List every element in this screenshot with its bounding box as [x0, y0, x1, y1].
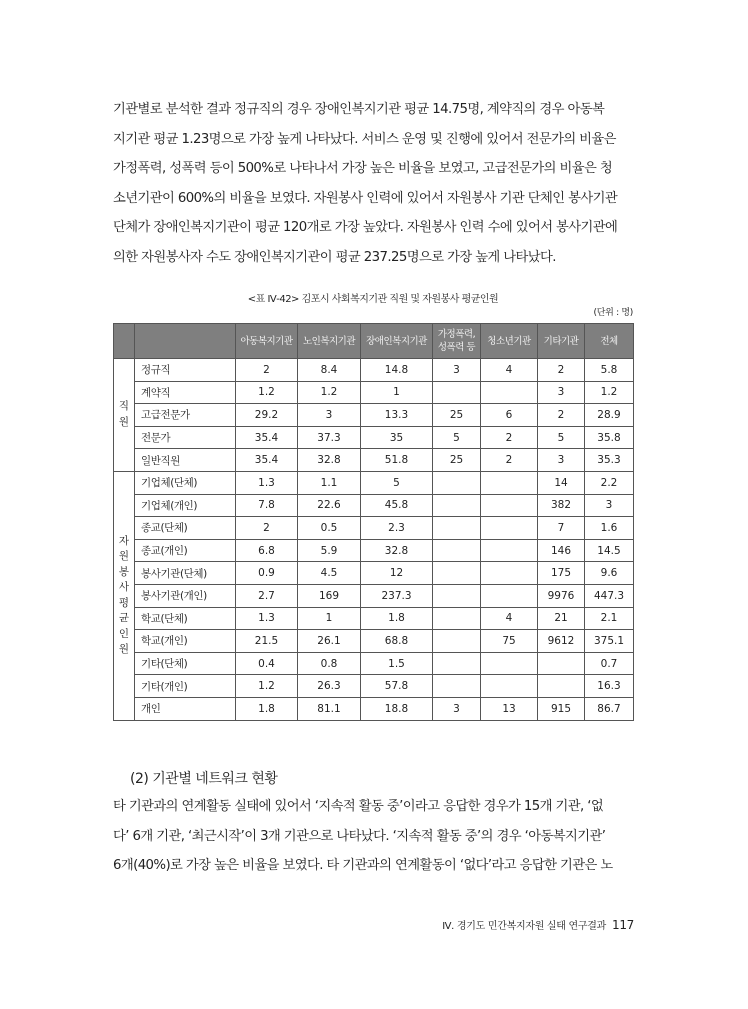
table-cell: 16.3	[585, 675, 634, 698]
row-label: 개인	[135, 697, 236, 720]
table-cell: 21.5	[236, 630, 298, 653]
table-cell: 5	[433, 426, 481, 449]
table-cell: 0.9	[236, 562, 298, 585]
table-cell	[538, 675, 585, 698]
body-paragraph-2	[113, 792, 637, 881]
table-cell: 3	[585, 494, 634, 517]
table-cell: 1	[298, 607, 361, 630]
table-cell	[433, 584, 481, 607]
table-cell: 21	[538, 607, 585, 630]
table-cell: 13	[481, 697, 538, 720]
table-cell: 2.3	[361, 517, 433, 540]
row-label: 봉사기관(단체)	[135, 562, 236, 585]
row-label: 종교(단체)	[135, 517, 236, 540]
table-cell: 26.1	[298, 630, 361, 653]
table-caption: <표 Ⅳ-42> 김포시 사회복지기관 직원 및 자원봉사 평균인원	[247, 294, 499, 305]
table-row	[114, 562, 634, 585]
table-cell: 1.6	[585, 517, 634, 540]
row-label: 기타(개인)	[135, 675, 236, 698]
table-cell: 9612	[538, 630, 585, 653]
header-cell: 가정폭력, 성폭력 등	[433, 324, 481, 359]
header-cell	[114, 324, 135, 359]
table-cell: 1.2	[236, 675, 298, 698]
table-cell: 0.4	[236, 652, 298, 675]
table-cell: 2	[481, 449, 538, 472]
header-cell: 노인복지기관	[298, 324, 361, 359]
table-cell: 1.3	[236, 471, 298, 494]
table-cell	[481, 517, 538, 540]
table-cell: 9.6	[585, 562, 634, 585]
table-cell: 1.2	[298, 381, 361, 404]
table-cell: 35.8	[585, 426, 634, 449]
table-cell: 5.8	[585, 359, 634, 382]
table-cell: 45.8	[361, 494, 433, 517]
table-unit: (단위 : 명)	[593, 308, 633, 318]
table-cell: 3	[538, 449, 585, 472]
table-cell: 0.7	[585, 652, 634, 675]
table-cell: 14	[538, 471, 585, 494]
table-cell: 5.9	[298, 539, 361, 562]
table-cell: 1.3	[236, 607, 298, 630]
table-cell: 68.8	[361, 630, 433, 653]
table-cell: 4	[481, 607, 538, 630]
table-cell: 915	[538, 697, 585, 720]
table-cell: 4.5	[298, 562, 361, 585]
row-label: 일반직원	[135, 449, 236, 472]
table-cell: 2.1	[585, 607, 634, 630]
table-cell: 1.8	[361, 607, 433, 630]
table-cell: 12	[361, 562, 433, 585]
table-cell	[481, 494, 538, 517]
table-cell	[433, 562, 481, 585]
table-cell: 0.8	[298, 652, 361, 675]
staff-volunteer-table	[113, 323, 634, 721]
table-cell: 5	[361, 471, 433, 494]
table-cell: 25	[433, 404, 481, 427]
table-cell: 35	[361, 426, 433, 449]
table-cell	[433, 471, 481, 494]
table-cell: 13.3	[361, 404, 433, 427]
footer-chapter: Ⅳ. 경기도 민간복지자원 실태 연구결과	[442, 921, 606, 932]
table-body	[114, 359, 634, 721]
table-cell: 1.2	[236, 381, 298, 404]
table-cell: 382	[538, 494, 585, 517]
table-cell	[481, 675, 538, 698]
table-cell: 375.1	[585, 630, 634, 653]
row-label: 학교(단체)	[135, 607, 236, 630]
table-cell	[481, 584, 538, 607]
table-cell: 237.3	[361, 584, 433, 607]
table-cell	[481, 539, 538, 562]
table-row	[114, 359, 634, 382]
header-cell	[135, 324, 236, 359]
table-cell: 2	[236, 359, 298, 382]
header-cell: 기타기관	[538, 324, 585, 359]
paragraph-line: 가정폭력, 성폭력 등이 500%로 나타나서 가장 높은 비율을 보였고, 고급전문가의 비율은 청	[113, 161, 613, 176]
table-row	[114, 381, 634, 404]
table-row	[114, 607, 634, 630]
table-cell: 447.3	[585, 584, 634, 607]
table-row	[114, 539, 634, 562]
table-cell: 2.2	[585, 471, 634, 494]
paragraph-line: 지기관 평균 1.23명으로 가장 높게 나타났다. 서비스 운영 및 진행에 있어서 전문가의 비율은	[113, 131, 616, 147]
table-cell: 6	[481, 404, 538, 427]
table-cell	[481, 471, 538, 494]
table-cell: 3	[433, 697, 481, 720]
table-cell: 9976	[538, 584, 585, 607]
row-label: 기업체(개인)	[135, 494, 236, 517]
paragraph-line: 기관별로 분석한 결과 정규직의 경우 장애인복지기관 평균 14.75명, 계약직의 경우 아동복	[113, 102, 605, 117]
table-cell	[433, 675, 481, 698]
table-cell	[433, 630, 481, 653]
table-cell: 25	[433, 449, 481, 472]
table-cell: 3	[433, 359, 481, 382]
table-row	[114, 517, 634, 540]
paragraph-line: 소년기관이 600%의 비율을 보였다. 자원봉사 인력에 있어서 자원봉사 기관 단체인 봉사기관	[113, 190, 618, 206]
table-row	[114, 630, 634, 653]
table-cell: 1.2	[585, 381, 634, 404]
table-row	[114, 697, 634, 720]
row-label: 학교(개인)	[135, 630, 236, 653]
table-cell: 1.5	[361, 652, 433, 675]
table-cell: 1	[361, 381, 433, 404]
table-cell: 2	[538, 359, 585, 382]
row-label: 기업체(단체)	[135, 471, 236, 494]
table-cell: 86.7	[585, 697, 634, 720]
table-cell: 7	[538, 517, 585, 540]
table-cell: 5	[538, 426, 585, 449]
row-label: 종교(개인)	[135, 539, 236, 562]
table-row	[114, 675, 634, 698]
table-row	[114, 652, 634, 675]
table-cell: 2	[481, 426, 538, 449]
table-cell: 2	[538, 404, 585, 427]
table-cell: 169	[298, 584, 361, 607]
table-cell: 28.9	[585, 404, 634, 427]
table-cell: 6.8	[236, 539, 298, 562]
table-cell: 75	[481, 630, 538, 653]
table-cell: 4	[481, 359, 538, 382]
table-cell: 1.1	[298, 471, 361, 494]
header-cell: 아동복지기관	[236, 324, 298, 359]
header-cell: 청소년기관	[481, 324, 538, 359]
table-cell: 81.1	[298, 697, 361, 720]
table-cell	[433, 381, 481, 404]
table-cell: 146	[538, 539, 585, 562]
table-row	[114, 494, 634, 517]
row-label: 기타(단체)	[135, 652, 236, 675]
table-cell: 32.8	[361, 539, 433, 562]
paragraph-line: 타 기관과의 연계활동 실태에 있어서 ‘지속적 활동 중’이라고 응답한 경우가 15개 기관, ‘없	[113, 799, 604, 814]
table-cell: 0.5	[298, 517, 361, 540]
table-row	[114, 404, 634, 427]
table-cell: 35.4	[236, 449, 298, 472]
page-number: 117	[611, 918, 634, 932]
table-cell: 14.5	[585, 539, 634, 562]
row-label: 계약직	[135, 381, 236, 404]
table-cell: 1.8	[236, 697, 298, 720]
table-row	[114, 426, 634, 449]
table-cell	[433, 607, 481, 630]
table-row	[114, 471, 634, 494]
table-cell	[481, 652, 538, 675]
table-cell	[433, 494, 481, 517]
row-label: 봉사기관(개인)	[135, 584, 236, 607]
table-cell: 37.3	[298, 426, 361, 449]
group-label-volunteer: 자원봉사평균인원	[114, 471, 135, 720]
table-cell: 22.6	[298, 494, 361, 517]
table-cell: 26.3	[298, 675, 361, 698]
paragraph-line: 다’ 6개 기관, ‘최근시작’이 3개 기관으로 나타났다. ‘지속적 활동 중’의 경우 ‘아동복지기관’	[113, 828, 606, 844]
table-cell: 35.4	[236, 426, 298, 449]
table-cell: 3	[298, 404, 361, 427]
table-cell	[481, 381, 538, 404]
table-row	[114, 584, 634, 607]
row-label: 고급전문가	[135, 404, 236, 427]
table-cell	[433, 539, 481, 562]
paragraph-line: 의한 자원봉사자 수도 장애인복지기관이 평균 237.25명으로 가장 높게 나타났다.	[113, 249, 556, 265]
table-cell	[433, 517, 481, 540]
header-cell: 전체	[585, 324, 634, 359]
page-footer	[380, 917, 634, 932]
table-cell: 8.4	[298, 359, 361, 382]
table-row	[114, 449, 634, 472]
table-cell: 2	[236, 517, 298, 540]
table-header-row	[114, 324, 634, 359]
table-cell: 51.8	[361, 449, 433, 472]
table-cell: 35.3	[585, 449, 634, 472]
table-cell: 3	[538, 381, 585, 404]
table-cell	[481, 562, 538, 585]
table-cell: 2.7	[236, 584, 298, 607]
group-label-staff: 직원	[114, 359, 135, 472]
table-cell	[433, 652, 481, 675]
row-label: 정규직	[135, 359, 236, 382]
table-cell	[538, 652, 585, 675]
table-cell: 57.8	[361, 675, 433, 698]
table-cell: 18.8	[361, 697, 433, 720]
row-label: 전문가	[135, 426, 236, 449]
section-heading: (2) 기관별 네트워크 현황	[130, 771, 278, 787]
table-cell: 29.2	[236, 404, 298, 427]
table-cell: 32.8	[298, 449, 361, 472]
header-cell: 장애인복지기관	[361, 324, 433, 359]
paragraph-line: 단체가 장애인복지기관이 평균 120개로 가장 높았다. 자원봉사 인력 수에 있어서 봉사기관에	[113, 220, 618, 235]
table-cell: 175	[538, 562, 585, 585]
body-paragraph-1	[113, 95, 637, 272]
table-cell: 7.8	[236, 494, 298, 517]
paragraph-line: 6개(40%)로 가장 높은 비율을 보였다. 타 기관과의 연계활동이 ‘없다’라고 응답한 기관은 노	[113, 858, 613, 873]
table-cell: 14.8	[361, 359, 433, 382]
